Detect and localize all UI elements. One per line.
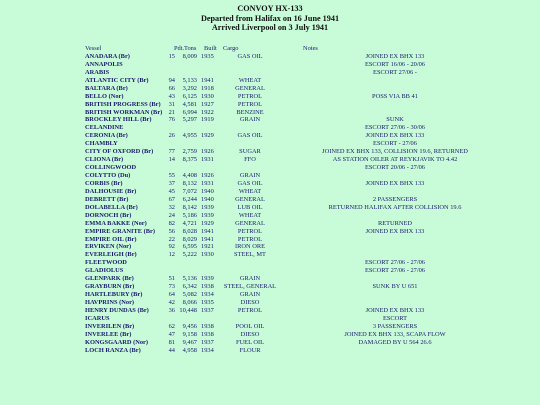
cell-notes: ESCORT 20/06 - 27/06	[364, 164, 426, 172]
cell-pdt: 43	[168, 92, 175, 100]
cell-built: 1922	[201, 108, 214, 116]
convoy-header	[0, 0, 540, 33]
cell-tons: 4,581	[182, 100, 197, 108]
cell-vessel: GRAYBURN (Br)	[85, 283, 135, 291]
cell-pdt: 21	[168, 108, 175, 116]
cell-notes: JOINED EX BHX 133	[365, 132, 425, 140]
cell-notes: JOINED EX BHX 133	[365, 306, 425, 314]
cell-vessel: CHAMBLY	[85, 140, 118, 148]
cell-tons: 4,721	[182, 219, 197, 227]
cell-pdt: 36	[168, 306, 175, 314]
cell-cargo: GAS OIL	[237, 132, 263, 140]
cell-vessel: CELANDINE	[85, 124, 124, 132]
cell-cargo: IRON ORE	[235, 243, 265, 251]
cell-tons: 5,297	[182, 116, 197, 124]
cell-cargo: LUB OIL	[237, 203, 263, 211]
cell-vessel: EMMA BAKKE (Nor)	[85, 219, 147, 227]
cell-tons: 6,994	[182, 108, 197, 116]
cell-tons: 8,009	[182, 52, 197, 60]
cell-cargo: POOL OIL	[235, 322, 265, 330]
arrival-line: Arrived Liverpool on 3 July 1941	[211, 23, 329, 33]
cell-pdt: 82	[168, 219, 175, 227]
cell-pdt: 44	[168, 346, 175, 354]
cell-pdt: 66	[168, 84, 175, 92]
cell-pdt: 64	[168, 291, 175, 299]
cell-built: 1935	[201, 299, 214, 306]
cell-notes: 2 PASSENGERS	[372, 195, 418, 203]
cell-vessel: DORNOCH (Br)	[85, 211, 132, 219]
cell-built: 1930	[201, 92, 214, 100]
cell-vessel: CITY OF OXFORD (Br)	[85, 148, 154, 156]
cell-vessel: DALHOUSIE (Br)	[85, 187, 137, 195]
cell-notes: ESCORT - 27/06	[373, 140, 417, 148]
cell-tons: 4,955	[182, 132, 197, 140]
column-header-pdt: Pdt.	[174, 45, 185, 52]
cell-cargo: GRAIN	[239, 291, 261, 299]
cell-cargo: PETROL	[237, 227, 263, 235]
cell-built: 1939	[201, 275, 214, 283]
cell-tons: 9,467	[182, 338, 197, 346]
cell-built: 1934	[201, 291, 214, 299]
cell-cargo: PETROL	[237, 100, 263, 108]
cell-notes: RETURNED	[377, 219, 413, 227]
cell-pdt: 37	[168, 179, 175, 187]
cell-tons: 8,142	[182, 203, 197, 211]
cell-vessel: HENRY DUNDAS (Br)	[85, 306, 149, 314]
cell-tons: 9,456	[182, 322, 197, 330]
cell-pdt: 22	[168, 235, 175, 243]
cell-pdt: 31	[168, 100, 175, 108]
cell-vessel: ARABIS	[85, 68, 110, 76]
cell-pdt: 26	[168, 132, 175, 140]
column-header-notes: Notes	[303, 45, 318, 52]
cell-cargo: GENERAL	[235, 84, 265, 92]
cell-built: 1940	[201, 195, 214, 203]
cell-notes: 3 PASSENGERS	[372, 322, 418, 330]
cell-tons: 9,158	[182, 330, 197, 338]
cell-pdt: 51	[168, 275, 175, 283]
cell-pdt: 45	[168, 187, 175, 195]
cell-tons: 8,132	[182, 179, 197, 187]
cell-tons: 5,222	[182, 251, 197, 259]
cell-built: 1926	[201, 172, 214, 179]
cell-built: 1939	[201, 203, 214, 211]
cell-pdt: 42	[168, 299, 175, 306]
cell-pdt: 12	[168, 251, 175, 259]
cell-pdt: 55	[168, 172, 175, 179]
cell-cargo: FLOUR	[239, 346, 261, 354]
cell-notes: JOINED EX BHX 133, COLLISION 19.6, RETURNED	[322, 148, 468, 156]
cell-vessel: BELLO (Nor)	[85, 92, 124, 100]
cell-cargo: DIESO	[240, 299, 260, 306]
cell-tons: 6,125	[182, 92, 197, 100]
cell-notes: JOINED EX BHX 133	[365, 227, 425, 235]
cell-notes: JOINED EX BHX 133	[365, 52, 425, 60]
column-header-tons: Tons	[184, 45, 197, 52]
cell-cargo: GAS OIL	[237, 179, 263, 187]
column-header-cargo: Cargo	[223, 45, 239, 52]
cell-notes: ESCORT 27/06 - 30/06	[364, 124, 426, 132]
cell-vessel: DOLABELLA (Br)	[85, 203, 138, 211]
cell-cargo: STEEL, GENERAL	[223, 283, 277, 291]
cell-cargo: GENERAL	[235, 195, 265, 203]
cell-cargo: SUGAR	[239, 148, 261, 156]
cell-vessel: CERONIA (Br)	[85, 132, 128, 140]
cell-vessel: ERVIKEN (Nor)	[85, 243, 132, 251]
cell-tons: 5,136	[182, 275, 197, 283]
cell-pdt: 77	[168, 148, 175, 156]
cell-tons: 4,408	[182, 172, 197, 179]
cell-notes: JOINED EX BHX 133	[365, 179, 425, 187]
cell-tons: 3,292	[182, 84, 197, 92]
cell-built: 1939	[201, 211, 214, 219]
cell-notes: JOINED EX BHX 133, SCAPA FLOW	[344, 330, 446, 338]
cell-tons: 6,595	[182, 243, 197, 251]
cell-tons: 5,082	[182, 291, 197, 299]
cell-notes: AS STATION OILER AT REYKJAVIK TO 4.42	[332, 156, 458, 164]
cell-pdt: 56	[168, 227, 175, 235]
cell-cargo: GRAIN	[239, 116, 261, 124]
cell-built: 1919	[201, 116, 214, 124]
cell-tons: 4,958	[182, 346, 197, 354]
cell-pdt: 14	[168, 156, 175, 164]
cell-cargo: GRAIN	[239, 275, 261, 283]
cell-pdt: 15	[168, 52, 175, 60]
cell-notes: DAMAGED BY U 564 26.6	[358, 338, 432, 346]
cell-vessel: GLADIOLUS	[85, 267, 124, 275]
cell-vessel: FLEETWOOD	[85, 259, 127, 267]
cell-built: 1921	[201, 243, 214, 251]
cell-built: 1935	[201, 52, 214, 60]
cell-vessel: BRITISH PROGRESS (Br)	[85, 100, 161, 108]
cell-built: 1931	[201, 179, 214, 187]
cell-cargo: GAS OIL	[237, 52, 263, 60]
cell-notes: ESCORT 27/06 -	[373, 68, 417, 76]
cell-pdt: 47	[168, 330, 175, 338]
cell-vessel: CLIONA (Br)	[85, 156, 124, 164]
cell-pdt: 32	[168, 203, 175, 211]
cell-tons: 6,244	[182, 195, 197, 203]
cell-vessel: INVERLEE (Br)	[85, 330, 132, 338]
cell-vessel: INVERILEN (Br)	[85, 322, 135, 330]
cell-vessel: LOCH RANZA (Br)	[85, 346, 141, 354]
cell-tons: 2,759	[182, 148, 197, 156]
cell-vessel: CORBIS (Br)	[85, 179, 123, 187]
cell-built: 1941	[201, 76, 214, 84]
cell-built: 1918	[201, 84, 214, 92]
cell-vessel: DEBRETT (Br)	[85, 195, 129, 203]
cell-notes: SUNK BY U 651	[372, 283, 418, 291]
cell-cargo: PETROL	[237, 235, 263, 243]
cell-pdt: 24	[168, 211, 175, 219]
cell-vessel: BALTARA (Br)	[85, 84, 128, 92]
cell-notes: ESCORT 27/06 - 27/06	[364, 267, 426, 275]
cell-built: 1937	[201, 306, 214, 314]
cell-pdt: 62	[168, 322, 175, 330]
cell-vessel: ANNAPOLIS	[85, 60, 123, 68]
cell-built: 1927	[201, 100, 214, 108]
convoy-title: CONVOY HX-133	[237, 4, 303, 13]
cell-cargo: GENERAL	[235, 219, 265, 227]
cell-tons: 8,028	[182, 227, 197, 235]
cell-vessel: ICARUS	[85, 314, 110, 322]
cell-built: 1937	[201, 338, 214, 346]
cell-tons: 5,186	[182, 211, 197, 219]
cell-vessel: ATLANTIC CITY (Br)	[85, 76, 149, 84]
cell-notes: RETURNED HALIFAX AFTER COLLISION 19.6	[328, 203, 462, 211]
cell-cargo: STEEL, MT	[234, 251, 266, 259]
cell-built: 1931	[201, 156, 214, 164]
cell-tons: 7,072	[182, 187, 197, 195]
cell-cargo: DIESO	[240, 330, 260, 338]
cell-cargo: FUEL OIL	[236, 338, 264, 346]
cell-vessel: EVERLEIGH (Br)	[85, 251, 137, 259]
cell-pdt: 76	[168, 116, 175, 124]
cell-pdt: 73	[168, 283, 175, 291]
cell-built: 1930	[201, 251, 214, 259]
cell-tons: 5,133	[182, 76, 197, 84]
cell-built: 1929	[201, 219, 214, 227]
cell-vessel: BRITISH WORKMAN (Br)	[85, 108, 163, 116]
cell-vessel: HAVPRINS (Nor)	[85, 299, 135, 306]
cell-vessel: EMPIRE GRANITE (Br)	[85, 227, 155, 235]
cell-cargo: PETROL	[237, 306, 263, 314]
cell-cargo: WHEAT	[238, 187, 262, 195]
column-header-vessel: Vessel	[85, 45, 102, 52]
cell-cargo: FFO	[244, 156, 256, 164]
cell-notes: ESCORT	[382, 314, 408, 322]
cell-built: 1938	[201, 283, 214, 291]
cell-notes: POSS VIA BB 41	[372, 92, 418, 100]
cell-built: 1938	[201, 330, 214, 338]
cell-notes: SUNK	[386, 116, 404, 124]
cell-built: 1934	[201, 346, 214, 354]
cell-tons: 8,375	[182, 156, 197, 164]
cell-vessel: HARTLEBURY (Br)	[85, 291, 143, 299]
cell-tons: 10,448	[179, 306, 197, 314]
cell-pdt: 81	[168, 338, 175, 346]
departure-line: Departed from Halifax on 16 June 1941	[200, 13, 340, 23]
cell-notes: ESCORT 16/06 - 20/06	[364, 60, 426, 68]
cell-cargo: BENZINE	[236, 108, 264, 116]
cell-built: 1941	[201, 235, 214, 243]
cell-notes: ESCORT 27/06 - 27/06	[364, 259, 426, 267]
cell-pdt: 92	[168, 243, 175, 251]
cell-cargo: PETROL	[237, 92, 263, 100]
cell-cargo: GRAIN	[239, 172, 261, 179]
column-header-built: Built	[204, 45, 217, 52]
cell-built: 1938	[201, 322, 214, 330]
cell-vessel: ANADARA (Br)	[85, 52, 130, 60]
cell-vessel: GLENPARK (Br)	[85, 275, 134, 283]
cell-built: 1940	[201, 187, 214, 195]
cell-vessel: COLYTTO (Du)	[85, 172, 131, 179]
cell-pdt: 67	[168, 195, 175, 203]
cell-vessel: COLLINGWOOD	[85, 164, 137, 172]
cell-tons: 8,066	[182, 299, 197, 306]
cell-vessel: EMPIRE OIL (Br)	[85, 235, 137, 243]
cell-tons: 8,029	[182, 235, 197, 243]
cell-built: 1929	[201, 132, 214, 140]
cell-pdt: 94	[168, 76, 175, 84]
cell-vessel: BROCKLEY HILL (Br)	[85, 116, 152, 124]
cell-cargo: WHEAT	[238, 76, 262, 84]
cell-built: 1926	[201, 148, 214, 156]
cell-tons: 6,342	[182, 283, 197, 291]
cell-built: 1941	[201, 227, 214, 235]
cell-vessel: KONGSGAARD (Nor)	[85, 338, 149, 346]
cell-cargo: WHEAT	[238, 211, 262, 219]
